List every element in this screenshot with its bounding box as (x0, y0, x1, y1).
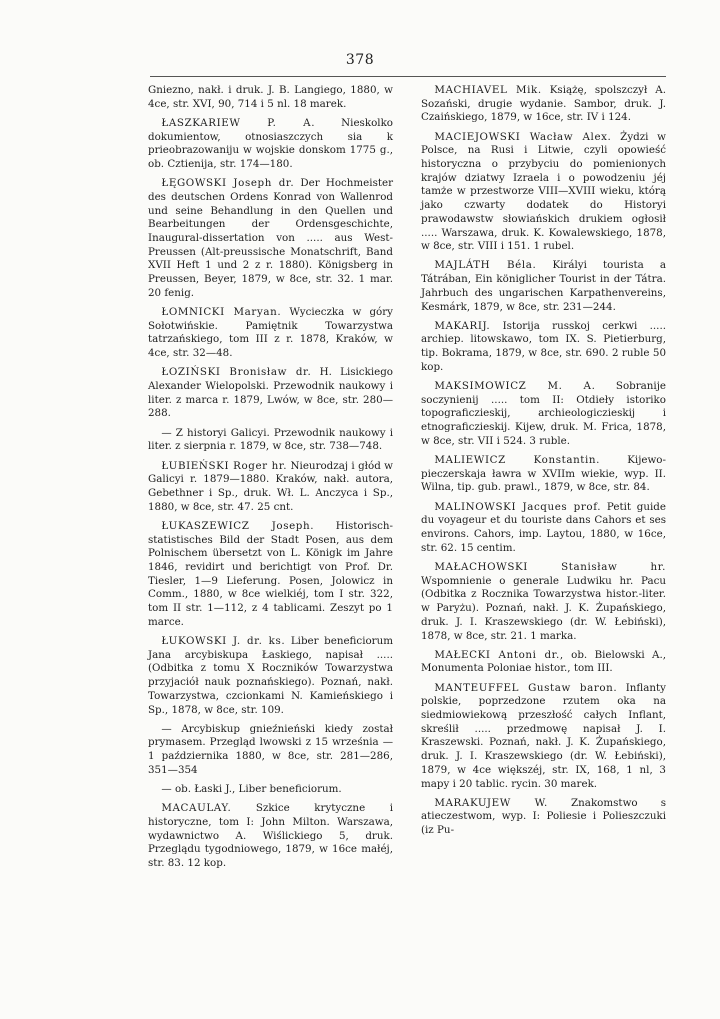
entry-text: Szkice krytyczne i historyczne, tom I: John Milton. Warszawa, wydawnictwo A. Wiślickiego 5, druk. Przeglądu tygodniowego, 1879, w 16ce małéj, str. 83. 12 kop. (148, 802, 393, 870)
entry-heading: MAKARIJ. (434, 319, 491, 332)
entry-text: Liber beneficiorum Jana arcybiskupa Łaskiego, napisał ..... (Odbitka z tomu X Roczników Towarzystwa przyjaciół nauk poznańskiego). Poznań, nakł. Towarzystwa, czcionkami N. Kamieńskiego i Sp., 1878, w 8ce, str. 109. (148, 635, 393, 716)
entry-text: Der Hochmeister des deutschen Ordens Konrad von Wallenrod und seine Behandlung in den Quellen und Bearbeitungen der Ordensgeschichte, Inaugural-dissertation von ..... aus West-Preussen (Alt-preussische Monatschrift, Band XVII Heft 1 und 2 z r. 1880). Königsberg in Preussen, Beyer, 1879, w 8ce, str. 32. 1 mar. 20 fenig. (148, 177, 394, 299)
header-rule (150, 76, 666, 77)
entry-heading: ŁĘGOWSKI Joseph dr. (161, 177, 295, 190)
entry-heading: ŁUKASZEWICZ Joseph. (161, 519, 315, 532)
entry-text: Historisch-statistisches Bild der Stadt Posen, aus dem Polnischem übersetzt von L. Königk im Jahre 1846, revidirt und berichtigt von Prof. Dr. Tiesler, 1—9 Lieferung. Posen, Jolowicz in Comm., 1880, w 8ce wielkiéj, tom I str. 322, tom II str. 1—112, z 4 tablicami. Zeszyt po 1 marce. (148, 519, 393, 628)
bibliography-entry (148, 117, 393, 172)
bibliography-entry (148, 366, 393, 421)
entry-text: Nieurodzaj i głód w Galicyi r. 1879—1880. Kraków, nakł. autora, Gebethner i Sp., druk. Wł. L. Anczyca i Sp., 1880, w 8ce, str. 47. 25 cnt. (148, 459, 394, 513)
entry-text: Istorija russkoj cerkwi ..... archiep. litowskawo, tom IX. S. Pietierburg, tip. Bokrama, 1879, w 8ce, str. 690. 2 ruble 50 kop. (421, 319, 666, 373)
bibliography-entry (148, 306, 393, 361)
bibliography-entry (421, 259, 666, 314)
entry-heading: MANTEUFFEL Gustaw baron. (434, 681, 618, 694)
bibliography-entry (421, 561, 666, 643)
bibliography-entry (148, 84, 393, 111)
entry-text: Książę, spolszczył A. Sozański, drugie wydanie. Sambor, druk. J. Czaińskiego, 1879, w 16ce, str. IV i 124. (421, 84, 667, 124)
entry-text: — ob. Łaski J., Liber beneficiorum. (161, 783, 342, 796)
bibliography-entry (421, 682, 666, 792)
bibliography-entry (421, 649, 666, 676)
bibliography-entry (148, 783, 393, 797)
bibliography-entry (421, 84, 666, 125)
entry-text: Királyi tourista a Tátrában, Ein königlicher Tourist in der Tátra. Jahrbuch des ungarischen Karpathenvereins, Kesmárk, 1879, w 8ce, str. 231—244. (421, 259, 667, 313)
entry-heading: MACIEJOWSKI Wacław Alex. (434, 130, 612, 143)
bibliography-entry (421, 797, 666, 838)
entry-text: Petit guide du voyageur et du touriste dans Cahors et ses environs. Cahors, imp. Laytou, 1880, w 16ce, str. 62. 15 centim. (421, 500, 666, 554)
bibliography-entry (421, 380, 666, 449)
entry-text: H. Lisickiego Alexander Wielopolski. Przewodnik naukowy i liter. z marca r. 1879, Lwów, w 8ce, str. 280—288. (148, 366, 393, 420)
entry-heading: ŁUBIEŃSKI Roger hr. (161, 459, 288, 472)
bibliography-entry (148, 635, 393, 717)
right-column (421, 84, 666, 843)
bibliography-entry (148, 427, 393, 454)
page-number: 378 (345, 52, 375, 68)
entry-heading: MAŁACHOWSKI Stanisław hr. (434, 561, 666, 573)
entry-heading: MARAKUJEW W. (434, 796, 548, 809)
entry-heading: ŁASZKARIEW P. A. (161, 116, 316, 129)
bibliography-entry (148, 520, 393, 630)
entry-text: Wspomnienie o generale Ludwiku hr. Pacu (Odbitka z Rocznika Towarzystwa histor.-liter. w Paryżu). Poznań, nakł. J. K. Żupańskiego, druk. J. I. Kraszewskiego (dr. W. Łebiński), 1878, w 8ce, str. 21. 1 marka. (421, 574, 666, 642)
entry-text: — Arcybiskup gnieźnieński kiedy został prymasem. Przegląd lwowski z 15 września — 1 października 1880, w 8ce, str. 281—286, 351—354 (148, 722, 393, 776)
entry-heading: ŁOMNICKI Maryan. (161, 306, 282, 319)
entry-heading: MAŁECKI Antoni dr., (434, 648, 564, 661)
bibliography-entry (421, 454, 666, 495)
bibliography-entry (148, 460, 393, 515)
left-column (148, 84, 393, 876)
entry-heading: MACHIAVEL Mik. (434, 84, 542, 96)
entry-heading: ŁOZIŃSKI Bronisław dr. (161, 366, 312, 379)
entry-text: Kijewo-pieczerskaja ławra w XVIIm wiekie, wyp. II. Wilna, tip. gub. prawl., 1879, w 8ce, str. 84. (421, 454, 666, 494)
entry-text: Inflanty polskie, poprzedzone rzutem oka na siedmiowiekową przeszłość całych Inflant, skreślił ..... przedmowę napisał J. I. Kraszewski. Poznań, nakł. J. K. Żupańskiego, druk. J. I. Kraszewskiego (dr. W. Łebiński), 1879, w 4ce większéj, str. IX, 168, 1 nl, 3 mapy i 20 tablic. rycin. 30 marek. (421, 681, 666, 790)
entry-heading: ŁUKOWSKI J. dr. ks. (161, 635, 286, 648)
bibliography-entry (148, 802, 393, 871)
entry-text: Wycieczka w góry Sołotwińskie. Pamiętnik Towarzystwa tatrzańskiego, tom III z r. 1878, Kraków, w 4ce, str. 32—48. (148, 306, 393, 360)
entry-text: Nieskolko dokumientow, otnosiaszczych sia k priеobrazowaniju w wojskie donskom 1775 g., ob. Cztienija, str. 174—180. (148, 116, 394, 171)
entry-text: Żydzi w Polsce, na Rusi i Litwie, czyli opowieść historyczna o przybyciu do pomienionych krajów dziatwy Izraela i o powodzeniu jéj tamże w przestworze VIII—XVIII wieku, którą jako czwarty dodatek do Historyi prawodawstw słowiańskich drukiem ogłosił ..... Warszawa, druk. K. Kowalewskiego, 1878, w 8ce, str. VIII i 151. 1 rubel. (421, 130, 666, 253)
bibliography-entry (421, 501, 666, 556)
entry-text: Znakomstwo s atieczestwom, wyp. I: Poliesie i Polieszczuki (iz Pu- (421, 796, 666, 837)
entry-heading: MACAULAY. (161, 802, 232, 815)
bibliography-entry (148, 723, 393, 778)
bibliography-entry (148, 177, 393, 300)
entry-heading: MAKSIMOWICZ M. A. (434, 380, 596, 393)
entry-heading: MALINOWSKI Jacques prof. (434, 500, 602, 513)
bibliography-entry (421, 131, 666, 254)
entry-text: Sobranije soczynienij ..... tom II: Otdieły istoriko topograficzieskij, archieologiczieskij i etnograficzieskij. Kijew, druk. M. Frica, 1878, w 8ce, str. VII i 524. 3 ruble. (421, 380, 667, 447)
entry-text: Gniezno, nakł. i druk. J. B. Langiego, 1880, w 4ce, str. XVI, 90, 714 i 5 nl. 18 marek. (148, 84, 393, 110)
entry-text: — Z historyi Galicyi. Przewodnik naukowy i liter. z sierpnia r. 1879, w 8ce, str. 738—748. (148, 426, 393, 453)
entry-heading: MALIEWICZ Konstantin. (434, 454, 601, 467)
entry-text: ob. Bielowski A., Monumenta Poloniae histor., tom III. (421, 648, 666, 675)
entry-heading: MAJLÁTH Béla. (434, 259, 537, 272)
bibliography-entry (421, 320, 666, 375)
